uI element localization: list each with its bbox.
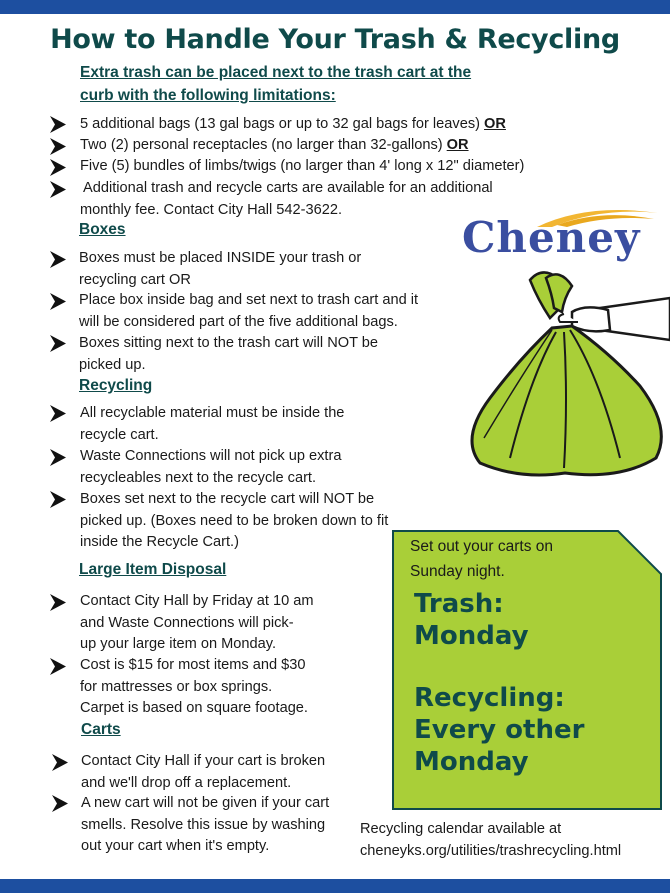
bullet-arrow-icon — [50, 405, 66, 422]
trash-bag-illustration — [460, 268, 670, 483]
bullet-arrow-icon — [50, 251, 66, 268]
limitation-item: Two (2) personal receptacles (no larger than 32-gallons) OR — [80, 137, 469, 153]
calendar-url: cheneyks.org/utilities/trashrecycling.html — [360, 843, 622, 859]
cheney-logo — [462, 205, 662, 275]
bullet-arrow-icon — [50, 491, 66, 508]
carts-heading: Carts — [81, 721, 121, 738]
bullet-arrow-icon — [50, 181, 66, 198]
bullet-arrow-icon — [52, 754, 68, 771]
bullet-arrow-icon — [50, 449, 66, 466]
recycling-item: All recyclable material must be inside the recycle cart. — [80, 405, 345, 443]
boxes-item: Boxes must be placed INSIDE your trash or recycling cart OR — [79, 250, 362, 288]
bullet-arrow-icon — [52, 795, 68, 812]
large-item-heading: Large Item Disposal — [79, 561, 227, 578]
intro-line-1: Extra trash can be placed next to the trash cart at the — [80, 64, 472, 81]
schedule-callout — [392, 530, 662, 810]
logo-wordmark: Cheney — [462, 213, 641, 262]
intro-line-2: curb with the following limitations: — [80, 87, 336, 104]
recycling-item: Boxes set next to the recycle cart will NOT be picked up. (Boxes need to be broken down to fit inside the Recycle Cart.) — [80, 491, 389, 550]
bullet-arrow-icon — [50, 138, 66, 155]
boxes-heading: Boxes — [79, 221, 126, 238]
bullet-arrow-icon — [50, 159, 66, 176]
trash-schedule: Trash: Monday — [414, 589, 529, 651]
boxes-item: Boxes sitting next to the trash cart will NOT be picked up. — [79, 335, 379, 373]
recycling-schedule: Recycling: Every other Monday — [414, 683, 585, 777]
bullet-arrow-icon — [50, 116, 66, 133]
bullet-arrow-icon — [50, 594, 66, 611]
recycling-calendar-note: Recycling calendar available at cheneyks.org/utilities/trashrecycling.html — [360, 818, 665, 862]
carts-item: A new cart will not be given if your cart smells. Resolve this issue by washing out your cart when it's empty. — [81, 795, 330, 854]
recycling-item: Waste Connections will not pick up extra recycleables next to the recycle cart. — [80, 448, 342, 486]
bottom-banner-bar — [0, 879, 670, 893]
large-item-entry: Cost is $15 for most items and $30 for mattresses or box springs. Carpet is based on square footage. — [80, 657, 308, 716]
top-banner-bar — [0, 0, 670, 14]
bullet-arrow-icon — [50, 658, 66, 675]
boxes-item: Place box inside bag and set next to trash cart and it will be considered part of the five additional bags. — [79, 292, 419, 330]
recycling-heading: Recycling — [79, 377, 153, 394]
bullet-arrow-icon — [50, 335, 66, 352]
limitation-item: Additional trash and recycle carts are available for an additional monthly fee. Contact City Hall 542-3622. — [80, 180, 493, 218]
limitation-item: 5 additional bags (13 gal bags or up to 32 gal bags for leaves) OR — [80, 116, 506, 132]
intro-text — [80, 61, 550, 107]
schedule-intro: Set out your carts on Sunday night. — [410, 538, 554, 580]
carts-item: Contact City Hall if your cart is broken and we'll drop off a replacement. — [81, 753, 326, 791]
bullet-arrow-icon — [50, 293, 66, 310]
page-title: How to Handle Your Trash & Recycling — [50, 24, 620, 55]
limitation-item: Five (5) bundles of limbs/twigs (no larger than 4' long x 12" diameter) — [80, 158, 525, 174]
large-item-entry: Contact City Hall by Friday at 10 am and Waste Connections will pick- up your large item on Monday. — [80, 593, 314, 652]
